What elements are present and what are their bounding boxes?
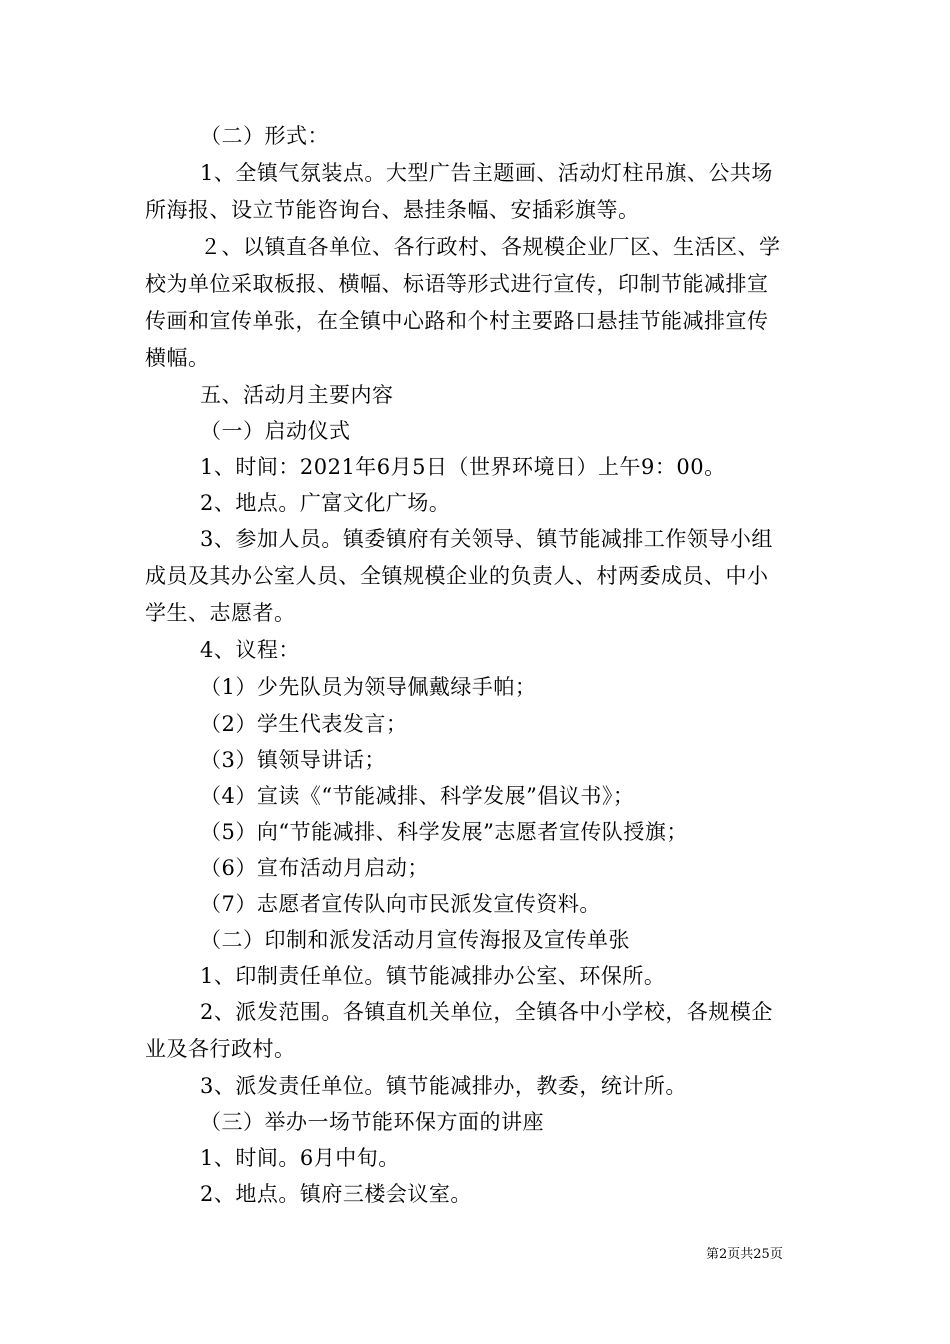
text-line: 1、时间：2021年6月5日（世界环境日）上午9：00。	[200, 455, 726, 479]
text-line: 学生、志愿者。	[145, 601, 296, 625]
text-line: 1、印制责任单位。镇节能减排办公室、环保所。	[200, 964, 666, 988]
section-heading: 五、活动月主要内容	[200, 383, 394, 407]
agenda-item: （1）少先队员为领导佩戴绿手帕；	[200, 675, 537, 699]
subsection-heading: （三）举办一场节能环保方面的讲座	[200, 1110, 544, 1134]
agenda-item: （5）向“节能减排、科学发展”志愿者宣传队授旗；	[200, 820, 688, 844]
agenda-item: （7）志愿者宣传队向市民派发宣传资料。	[200, 892, 601, 916]
text-line: 3、参加人员。镇委镇府有关领导、镇节能减排工作领导小组	[200, 527, 773, 551]
text-line: 4、议程：	[200, 638, 300, 662]
text-line: 2、派发范围。各镇直机关单位，全镇各中小学校，各规模企	[200, 1000, 773, 1024]
text-line: 2、地点。广富文化广场。	[200, 491, 451, 515]
text-line: 2、地点。镇府三楼会议室。	[200, 1182, 472, 1206]
page-number: 第2页共25页	[706, 1247, 783, 1262]
text-line: 校为单位采取板报、横幅、标语等形式进行宣传，印制节能减排宣	[145, 272, 769, 296]
text-line: 1、全镇气氛装点。大型广告主题画、活动灯柱吊旗、公共场	[200, 161, 773, 185]
agenda-item: （2）学生代表发言；	[200, 712, 408, 736]
subsection-heading: （一）启动仪式	[200, 419, 351, 443]
text-line: 1、时间。6月中旬。	[200, 1146, 400, 1170]
agenda-item: （4）宣读《“节能减排、科学发展”倡议书》；	[200, 784, 635, 808]
text-line: 3、派发责任单位。镇节能减排办，教委，统计所。	[200, 1074, 687, 1098]
text-line: 横幅。	[145, 346, 210, 370]
text-line: ２、以镇直各单位、各行政村、各规模企业厂区、生活区、学	[200, 235, 781, 259]
text-line: 业及各行政村。	[145, 1037, 296, 1061]
text-line: 传画和宣传单张，在全镇中心路和个村主要路口悬挂节能减排宣传	[145, 309, 769, 333]
agenda-item: （6）宣布活动月启动；	[200, 856, 429, 880]
text-line: 成员及其办公室人员、全镇规模企业的负责人、村两委成员、中小	[145, 564, 769, 588]
subsection-heading: （二）印制和派发活动月宣传海报及宣传单张	[200, 928, 630, 952]
text-line: （二）形式：	[200, 124, 329, 148]
text-line: 所海报、设立节能咨询台、悬挂条幅、安插彩旗等。	[145, 198, 640, 222]
agenda-item: （3）镇领导讲话；	[200, 748, 386, 772]
